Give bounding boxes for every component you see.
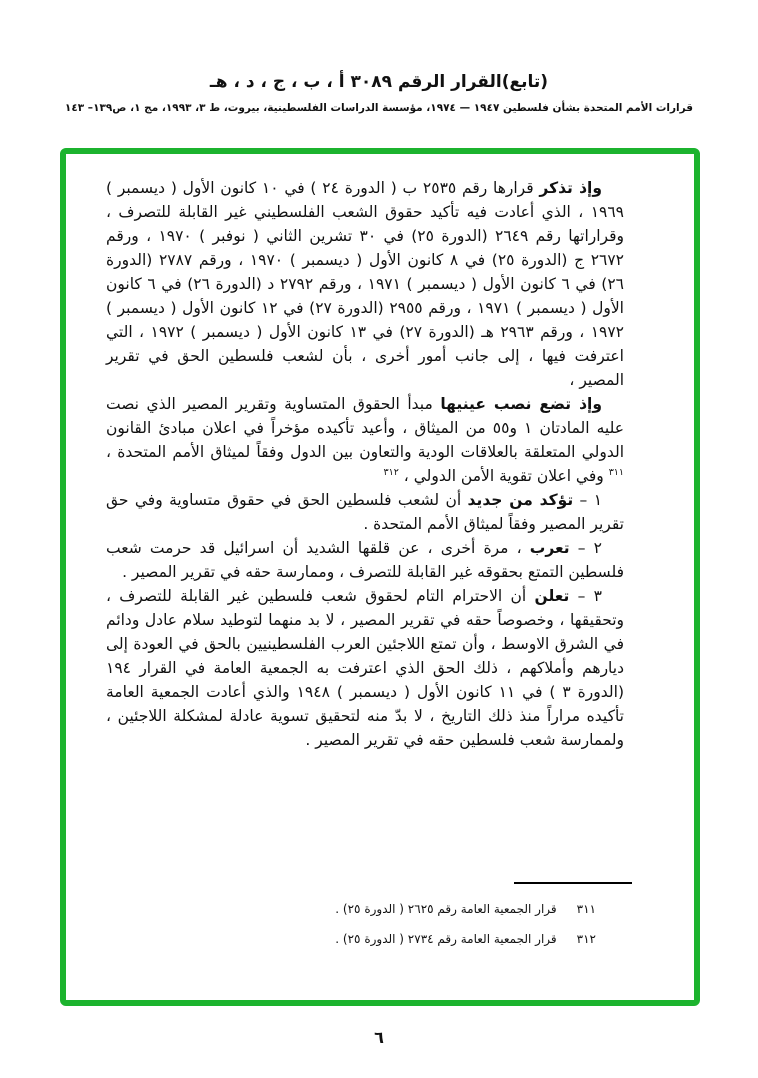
source-citation: قرارات الأمم المتحدة بشأن فلسطين ١٩٤٧ — ١٩٧٤، مؤسسة الدراسات الفلسطينية، بيروت، ط ٣، ١٩٩٣، مج ١، ص١٣٩– ١٤٣ — [64, 102, 694, 114]
paragraph-lead: تعلن — [534, 587, 570, 605]
paragraph-text: قرارها رقم ٢٥٣٥ ب ( الدورة ٢٤ ) في ١٠ كانون الأول ( ديسمبر ) ١٩٦٩ ، الذي أعادت فيه تأكيد حقوق الشعب الفلسطيني غير القابلة للتصرف ، وقراراتها رقم ٢٦٤٩ (الدورة ٢٥) في ٣٠ تشرين الثاني ( نوفبر ) ١٩٧٠ ، ورقم ٢٦٧٢ ج (الدورة ٢٥) في ٨ كانون الأول ( ديسمبر ) ١٩٧٠ ، ورقم ٢٧٨٧ (الدورة ٢٦) في ٦ كانون الأول ( ديسمبر ) ١٩٧١ ، ورقم ٢٧٩٢ د (الدورة ٢٦) في ٦ كانون الأول ( ديسمبر ) ١٩٧١ ، ورقم ٢٩٥٥ (الدورة ٢٧) في ١٢ كانون الأول ( ديسمبر ) ١٩٧٢ ، ورقم ٢٩٦٣ هـ (الدورة ٢٧) في ١٣ كانون الأول ( ديسمبر ) ١٩٧٢ ، التي اعترفت فيها ، إلى جانب أمور أخرى ، بأن لشعب فلسطين الحق في تقرير المصير ، — [106, 179, 625, 389]
item-number: ١ – — [573, 491, 603, 509]
footnote-311 — [156, 894, 596, 924]
paragraph-text: أن الاحترام التام لحقوق شعب فلسطين غير القابلة للتصرف ، وتحقيقها ، وخصوصاً حقه في تقرير المصير ، لا بد منهما لتوطيد سلام عادل ودائم في الشرق الاوسط ، وأن تمتع اللاجئين العرب الفلسطينيين بالحق في العودة إلى ديارهم وأملاكهم ، ذلك الحق الذي اعترفت به الجمعية العامة في القرار ١٩٤ (الدورة ٣ ) في ١١ كانون الأول ( ديسمبر ) ١٩٤٨ والذي أعادت الجمعية العامة تأكيده مراراً منذ ذلك التاريخ ، لا بدّ منه لتحقيق تسوية عادلة لمشكلة اللاجئين ، ولممارسة شعب فلسطين حقه في تقرير المصير . — [106, 587, 624, 749]
paragraph-text: أن لشعب فلسطين الحق في حقوق متساوية وفي حق تقرير المصير وفقاً لميثاق الأمم المتحدة . — [106, 491, 624, 533]
page-title: (تابع)القرار الرقم ٣٠٨٩ أ ، ب ، ج ، د ، هـ — [209, 72, 549, 92]
footnote-marker-312: ٣١٢ — [383, 466, 399, 478]
footnote-separator — [514, 882, 632, 884]
paragraph-item-3 — [106, 584, 624, 752]
footnotes — [156, 894, 596, 954]
paragraph-recalling — [106, 176, 624, 392]
footnote-text: قرار الجمعية العامة رقم ٢٦٢٥ ( الدورة ٢٥) . — [335, 902, 557, 916]
paragraph-lead: وإذ تذكر — [539, 179, 602, 197]
paragraph-text: ، مرة أخرى ، عن قلقها الشديد أن اسرائيل قد حرمت شعب فلسطين التمتع بحقوقه غير القابلة للتصرف ، وممارسة حقه في تقرير المصير . — [106, 539, 624, 581]
footnote-marker-311: ٣١١ — [608, 466, 624, 478]
footnote-text: قرار الجمعية العامة رقم ٢٧٣٤ ( الدورة ٢٥) . — [335, 932, 557, 946]
paragraph-text: وفي اعلان تقوية الأمن الدولي ، — [398, 467, 609, 485]
highlight-border-box — [60, 148, 700, 1006]
footnote-number: ٣١٢ — [576, 932, 596, 946]
paragraph-text: مبدأ الحقوق المتساوية وتقرير المصير الذي نصت عليه المادتان ١ و٥٥ من الميثاق ، وأعيد تأكيده مؤخراً في اعلان مبادئ القانون الدولي المتعلقة بالعلاقات الودية والتعاون بين الدول وفقاً لميثاق الأمم المتحدة ، — [106, 395, 624, 461]
paragraph-lead: تعرب — [529, 539, 570, 557]
paragraph-item-1 — [106, 488, 624, 536]
paragraph-lead: تؤكد من جديد — [467, 491, 574, 509]
paragraph-bearing-in-mind — [106, 392, 624, 488]
paragraph-lead: وإذ تضع نصب عينيها — [440, 395, 602, 413]
footnote-number: ٣١١ — [576, 902, 596, 916]
body-text — [106, 176, 624, 752]
paragraph-item-2 — [106, 536, 624, 584]
item-number: ٣ – — [569, 587, 602, 605]
page-number: ٦ — [374, 1028, 384, 1047]
footnote-312 — [156, 924, 596, 954]
item-number: ٢ – — [569, 539, 602, 557]
